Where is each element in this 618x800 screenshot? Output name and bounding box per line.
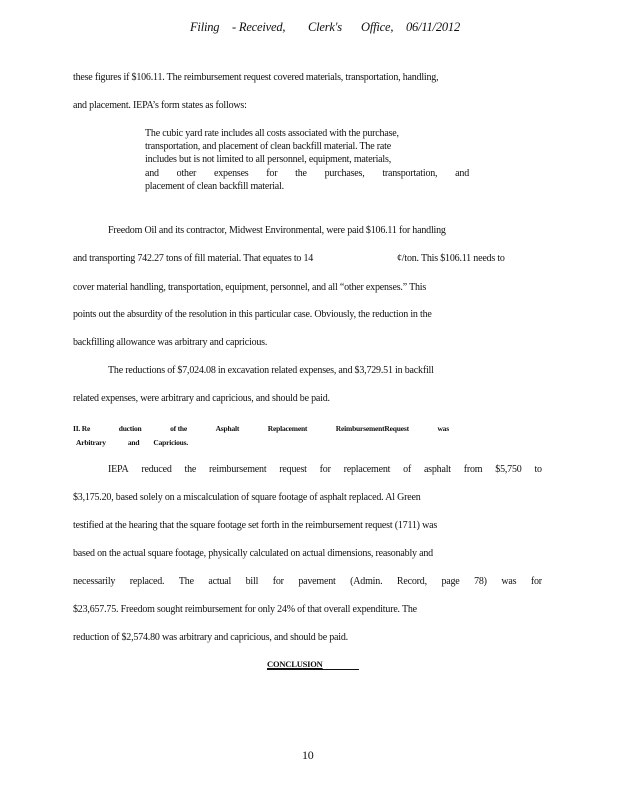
word: necessarily: [73, 576, 116, 587]
word: 78): [474, 576, 487, 587]
text-line: based on the actual square footage, physically calculated on actual dimensions, reasonably and: [73, 548, 433, 559]
word: actual: [208, 576, 232, 587]
word: the: [295, 168, 307, 179]
word: duction: [118, 424, 142, 433]
word: was: [501, 576, 517, 587]
quote-line: The cubic yard rate includes all costs associated with the purchase,: [145, 128, 399, 139]
header-office: Office,: [361, 20, 394, 34]
text-line: backfilling allowance was arbitrary and capricious.: [73, 337, 268, 348]
text-line: Freedom Oil and its contractor, Midwest Environmental, were paid $106.11 for handling: [108, 225, 446, 236]
section-heading-continued: [76, 438, 188, 447]
word: ReimbursementRequest: [335, 424, 409, 433]
page-number: 10: [302, 748, 314, 762]
word: asphalt: [423, 464, 451, 475]
text-line: and placement. IEPA’s form states as follows:: [73, 100, 247, 111]
word: from: [463, 464, 483, 475]
word: The: [178, 576, 194, 587]
word: IEPA: [108, 464, 129, 475]
word: pavement: [298, 576, 336, 587]
word: for: [272, 576, 284, 587]
text-line: ¢/ton. This $106.11 needs to: [397, 253, 505, 264]
text-line: these figures if $106.11. The reimbursement request covered materials, transportation, handling,: [73, 72, 439, 83]
word: replacement: [343, 464, 391, 475]
word: request: [279, 464, 307, 475]
text-line: and transporting 742.27 tons of fill material. That equates to 14: [73, 253, 314, 264]
word: expenses: [214, 168, 249, 179]
word: Record,: [396, 576, 427, 587]
word: for: [319, 464, 331, 475]
word: (Admin.: [350, 576, 383, 587]
word: Arbitrary: [76, 438, 106, 447]
word: other: [176, 168, 197, 179]
text-line: testified at the hearing that the square footage set forth in the reimbursement request (1711) was: [73, 520, 438, 531]
word: II. Re: [73, 424, 91, 433]
quote-line-justified: [145, 168, 469, 179]
word: transportation,: [382, 168, 438, 179]
word: was: [437, 424, 449, 433]
text-line: related expenses, were arbitrary and capricious, and should be paid.: [73, 393, 330, 404]
text-line: $23,657.75. Freedom sought reimbursement for only 24% of that overall expenditure. The: [73, 604, 417, 615]
text-line: points out the absurdity of the resolution in this particular case. Obviously, the reduction in the: [73, 309, 432, 320]
word: and: [455, 168, 469, 179]
word: of the: [170, 424, 187, 433]
header-filing: Filing: [190, 20, 220, 34]
word: for: [530, 576, 542, 587]
word: reduced: [141, 464, 172, 475]
section-heading: [73, 424, 449, 433]
word: page: [441, 576, 460, 587]
quote-line: placement of clean backfill material.: [145, 181, 284, 192]
header-date: 06/11/2012: [406, 20, 461, 34]
word: reimbursement: [209, 464, 267, 475]
text-line: reduction of $2,574.80 was arbitrary and capricious, and should be paid.: [73, 632, 348, 643]
quote-line: transportation, and placement of clean backfill material. The rate: [145, 141, 391, 152]
word: $5,750: [495, 464, 522, 475]
text-line-justified: [73, 576, 542, 587]
word: Asphalt: [215, 424, 240, 433]
word: Replacement: [267, 424, 308, 433]
header-clerks: Clerk's: [308, 20, 342, 34]
header-received: - Received,: [232, 20, 286, 34]
word: and: [127, 438, 140, 447]
word: replaced.: [129, 576, 165, 587]
quote-line: includes but is not limited to all personnel, equipment, materials,: [145, 154, 391, 165]
conclusion-heading: CONCLUSION: [267, 660, 359, 670]
word: and: [145, 168, 159, 179]
word: bill: [245, 576, 259, 587]
text-line: $3,175.20, based solely on a miscalculation of square footage of asphalt replaced. Al Green: [73, 492, 421, 503]
text-line-justified: [108, 464, 542, 475]
word: to: [534, 464, 542, 475]
word: purchases,: [324, 168, 365, 179]
word: for: [266, 168, 278, 179]
word: of: [403, 464, 412, 475]
text-line: The reductions of $7,024.08 in excavation related expenses, and $3,729.51 in backfill: [108, 365, 434, 376]
text-line: cover material handling, transportation, equipment, personnel, and all “other expenses.” This: [73, 282, 427, 293]
word: Capricious.: [153, 438, 189, 447]
word: the: [184, 464, 197, 475]
